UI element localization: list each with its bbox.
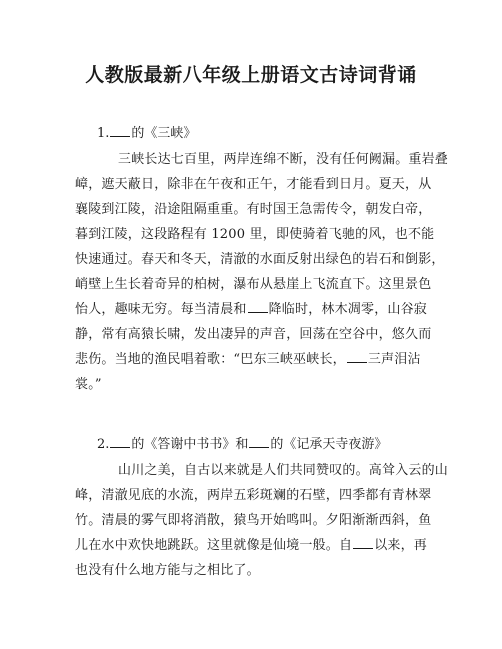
section-1-line: 峭壁上生长着奇异的柏树，瀑布从悬崖上飞流直下。这里景色 <box>75 277 432 292</box>
section-1-number: 1. <box>97 126 110 141</box>
fill-blank[interactable] <box>347 351 367 363</box>
fill-blank[interactable] <box>110 125 130 137</box>
section-1-line: 暮到江陵，这段路程有 1200 里，即使骑着飞驰的风，也不能 <box>75 227 435 242</box>
section-2-line: 山川之美，自古以来就是人们共同赞叹的。高耸入云的山 <box>118 463 449 478</box>
section-2-line: 也没有什么地方能与之相比了。 <box>75 563 260 578</box>
section-1-line: 襄陵到江陵，沿途阻隔重重。有时国王急需传令，朝发白帝， <box>75 202 432 217</box>
section-2-heading-text: 的《答谢中书书》和 <box>131 437 249 452</box>
section-2-line: 峰，清澈见底的水流，两岸五彩斑斓的石壁，四季都有青林翠 <box>75 488 432 503</box>
fill-blank[interactable] <box>249 436 269 448</box>
section-1-heading <box>97 122 196 141</box>
fill-blank[interactable] <box>353 537 373 549</box>
section-1-heading-text: 的《三峡》 <box>131 126 197 141</box>
section-1-line <box>75 298 427 317</box>
fill-blank[interactable] <box>110 436 130 448</box>
section-1-line: 裳。” <box>75 377 102 392</box>
section-1-line <box>75 348 421 367</box>
section-2-heading <box>97 433 387 452</box>
section-1-line-text: 降临时，林木凋零，山谷寂 <box>268 302 428 317</box>
section-1-line-text: 怡人，趣味无穷。每当清晨和 <box>75 302 247 317</box>
section-2-line: 竹。清晨的雾气即将消散，猿鸟开始鸣叫。夕阳渐渐西斜，鱼 <box>75 513 432 528</box>
section-1-line-text: 悲伤。当地的渔民唱着歌：“巴东三峡巫峡长， <box>75 352 346 367</box>
section-1-line: 快速通过。春天和冬天，清澈的水面反射出绿色的岩石和倒影， <box>75 252 445 267</box>
section-1-line: 嶂，遮天蔽日，除非在午夜和正午，才能看到日月。夏天，从 <box>75 177 432 192</box>
section-1-line-text: 三声泪沾 <box>367 352 421 367</box>
section-2-line-text: 以来，再 <box>374 538 428 553</box>
section-1-line: 三峡长达七百里，两岸连绵不断，没有任何阙漏。重岩叠 <box>118 152 449 167</box>
document-title: 人教版最新八年级上册语文古诗词背诵 <box>85 64 417 86</box>
section-1-line: 静，常有高猿长啸，发出凄异的声音，回荡在空谷中，悠久而 <box>75 327 432 342</box>
section-2-number: 2. <box>97 437 110 452</box>
section-2-heading-text: 的《记承天寺夜游》 <box>270 437 388 452</box>
section-2-line-text: 儿在水中欢快地跳跃。这里就像是仙境一般。自 <box>75 538 353 553</box>
section-2-line <box>75 534 427 553</box>
fill-blank[interactable] <box>248 301 268 313</box>
